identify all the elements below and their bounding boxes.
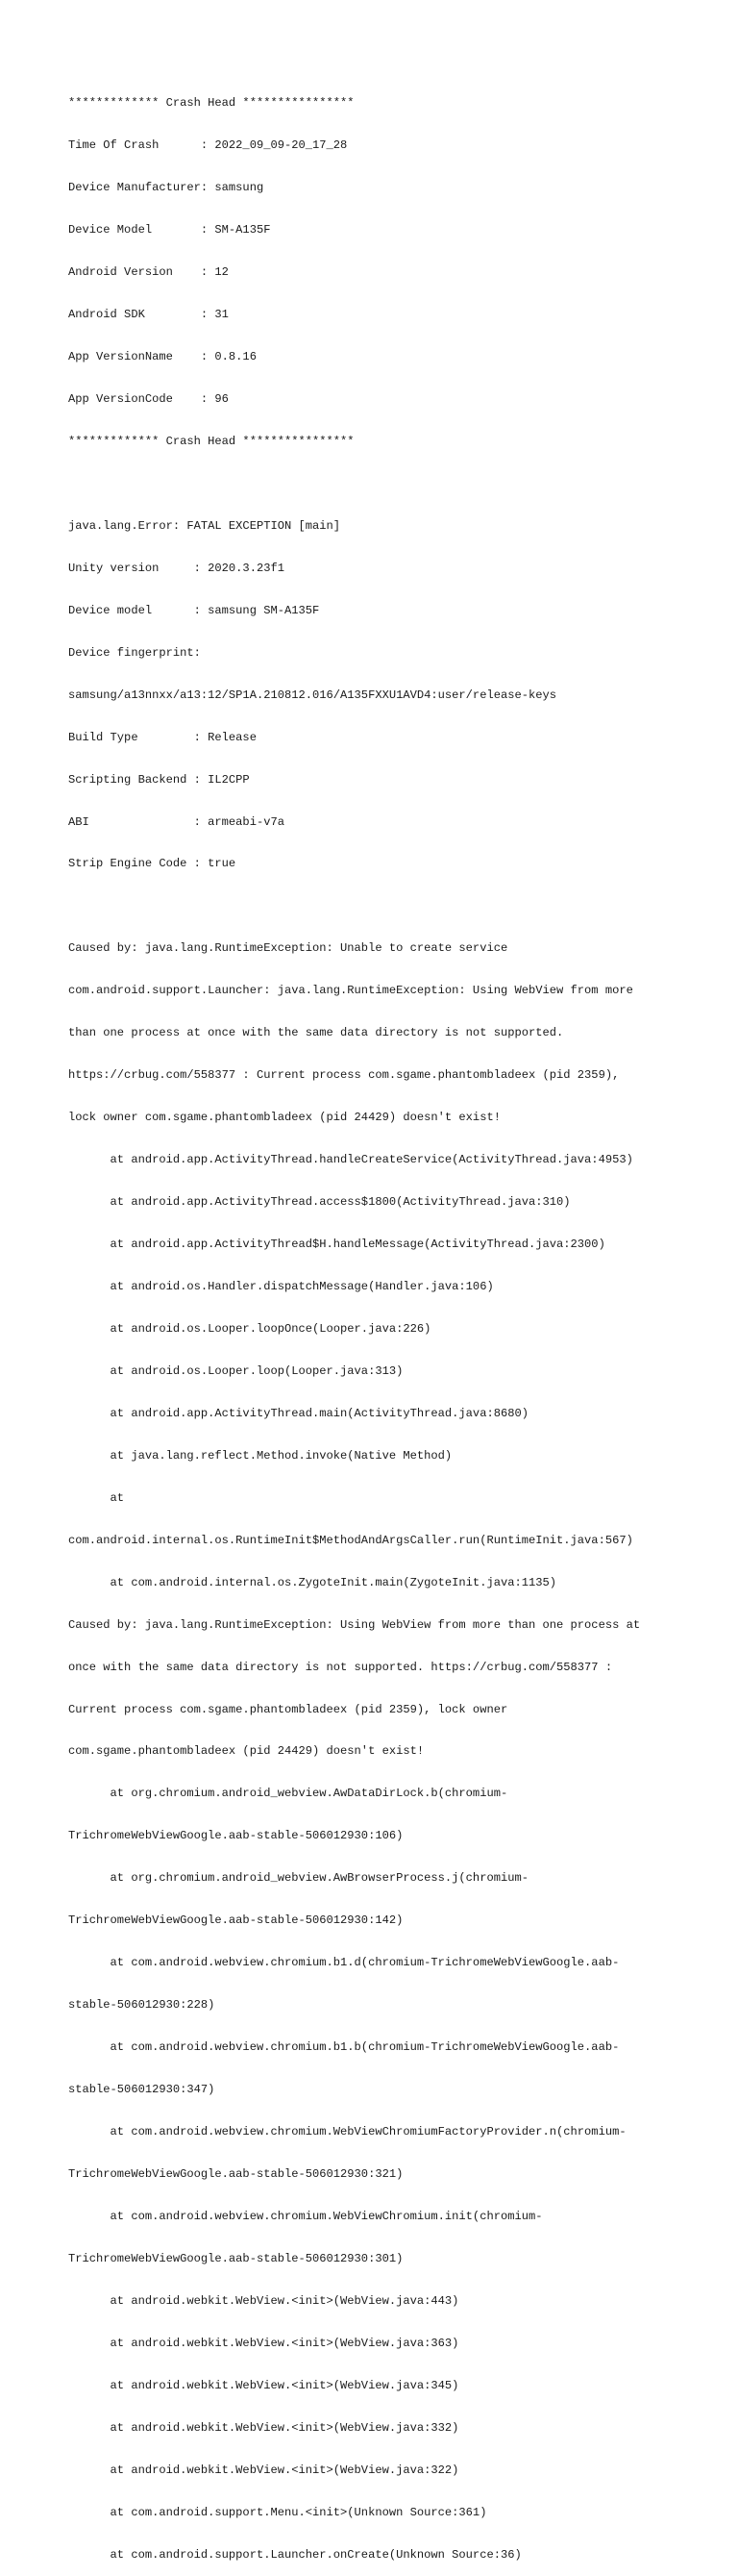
log-line: at android.webkit.WebView.<init>(WebView.java:443)	[68, 2293, 459, 2308]
log-line	[68, 477, 722, 491]
log-line: once with the same data directory is not supported. https://crbug.com/558377 :	[68, 1660, 613, 1674]
log-line: Scripting Backend : IL2CPP	[68, 772, 250, 787]
log-line: at com.android.internal.os.ZygoteInit.main(ZygoteInit.java:1135)	[68, 1575, 557, 1589]
log-line: com.sgame.phantombladeex (pid 24429) doesn't exist!	[68, 1744, 425, 1759]
log-line: ABI : armeabi-v7a	[68, 814, 284, 829]
log-line: https://crbug.com/558377 : Current process com.sgame.phantombladeex (pid 2359),	[68, 1068, 620, 1083]
log-line: stable-506012930:228)	[68, 1998, 215, 2013]
log-line: Strip Engine Code : true	[68, 857, 236, 871]
log-line: Device Manufacturer: samsung	[68, 181, 264, 195]
log-line: at android.webkit.WebView.<init>(WebView.java:363)	[68, 2336, 459, 2350]
log-line: Device Model : SM-A135F	[68, 223, 271, 238]
log-line: Android Version : 12	[68, 265, 229, 280]
log-line: lock owner com.sgame.phantombladeex (pid 24429) doesn't exist!	[68, 1111, 501, 1125]
log-line: TrichromeWebViewGoogle.aab-stable-506012930:301)	[68, 2251, 404, 2265]
log-line: at com.android.webview.chromium.b1.b(chromium-TrichromeWebViewGoogle.aab-	[68, 2040, 620, 2055]
log-line: than one process at once with the same data directory is not supported.	[68, 1026, 564, 1040]
log-line: at org.chromium.android_webview.AwDataDirLock.b(chromium-	[68, 1787, 508, 1801]
log-line: at java.lang.reflect.Method.invoke(Native Method)	[68, 1448, 453, 1463]
log-line: App VersionName : 0.8.16	[68, 350, 257, 364]
log-line: at org.chromium.android_webview.AwBrowserProcess.j(chromium-	[68, 1871, 529, 1886]
log-line: Unity version : 2020.3.23f1	[68, 561, 284, 575]
log-line: Device model : samsung SM-A135F	[68, 603, 320, 617]
log-line: at android.app.ActivityThread$H.handleMessage(ActivityThread.java:2300)	[68, 1238, 605, 1252]
log-line: Build Type : Release	[68, 730, 257, 744]
log-line	[68, 899, 722, 913]
log-line: at android.os.Looper.loopOnce(Looper.java:226)	[68, 1321, 431, 1336]
log-line: Current process com.sgame.phantombladeex (pid 2359), lock owner	[68, 1702, 508, 1716]
log-line: TrichromeWebViewGoogle.aab-stable-506012930:321)	[68, 2167, 404, 2182]
log-line: at com.android.webview.chromium.WebViewChromium.init(chromium-	[68, 2209, 543, 2223]
log-line: at android.os.Handler.dispatchMessage(Handler.java:106)	[68, 1280, 494, 1293]
log-line: samsung/a13nnxx/a13:12/SP1A.210812.016/A135FXXU1AVD4:user/release-keys	[68, 688, 557, 702]
log-line: Caused by: java.lang.RuntimeException: Unable to create service	[68, 941, 508, 956]
log-line: Time Of Crash : 2022_09_09-20_17_28	[68, 138, 348, 153]
log-line: at	[68, 1490, 125, 1505]
log-line: at android.webkit.WebView.<init>(WebView.java:345)	[68, 2378, 459, 2392]
log-line: at android.webkit.WebView.<init>(WebView.java:332)	[68, 2420, 459, 2435]
log-line: Device fingerprint:	[68, 645, 201, 660]
log-line: java.lang.Error: FATAL EXCEPTION [main]	[68, 518, 341, 533]
log-line: at com.android.support.Launcher.onCreate(Unknown Source:36)	[68, 2547, 522, 2562]
log-line: App VersionCode : 96	[68, 391, 229, 406]
log-line: at android.os.Looper.loop(Looper.java:313)	[68, 1363, 404, 1378]
crash-log	[68, 68, 722, 2576]
log-line: ************* Crash Head ****************	[68, 96, 355, 111]
log-line: com.android.support.Launcher: java.lang.RuntimeException: Using WebView from more	[68, 984, 633, 998]
log-line: at com.android.webview.chromium.WebViewChromiumFactoryProvider.n(chromium-	[68, 2125, 627, 2139]
log-line: ************* Crash Head ****************	[68, 434, 355, 448]
log-line: at com.android.support.Menu.<init>(Unknown Source:361)	[68, 2505, 487, 2519]
log-line: stable-506012930:347)	[68, 2083, 215, 2097]
log-line: Android SDK : 31	[68, 308, 229, 322]
log-line: TrichromeWebViewGoogle.aab-stable-506012930:106)	[68, 1829, 404, 1843]
log-line: com.android.internal.os.RuntimeInit$MethodAndArgsCaller.run(RuntimeInit.java:567)	[68, 1533, 633, 1547]
log-line: at android.webkit.WebView.<init>(WebView.java:322)	[68, 2463, 459, 2477]
log-line: at android.app.ActivityThread.access$1800(ActivityThread.java:310)	[68, 1195, 571, 1210]
log-line: at com.android.webview.chromium.b1.d(chromium-TrichromeWebViewGoogle.aab-	[68, 1956, 620, 1970]
log-line: TrichromeWebViewGoogle.aab-stable-506012930:142)	[68, 1913, 404, 1928]
log-line: Caused by: java.lang.RuntimeException: Using WebView from more than one process at	[68, 1617, 641, 1632]
log-line: at android.app.ActivityThread.main(ActivityThread.java:8680)	[68, 1406, 529, 1420]
log-line: at android.app.ActivityThread.handleCreateService(ActivityThread.java:4953)	[68, 1153, 633, 1167]
